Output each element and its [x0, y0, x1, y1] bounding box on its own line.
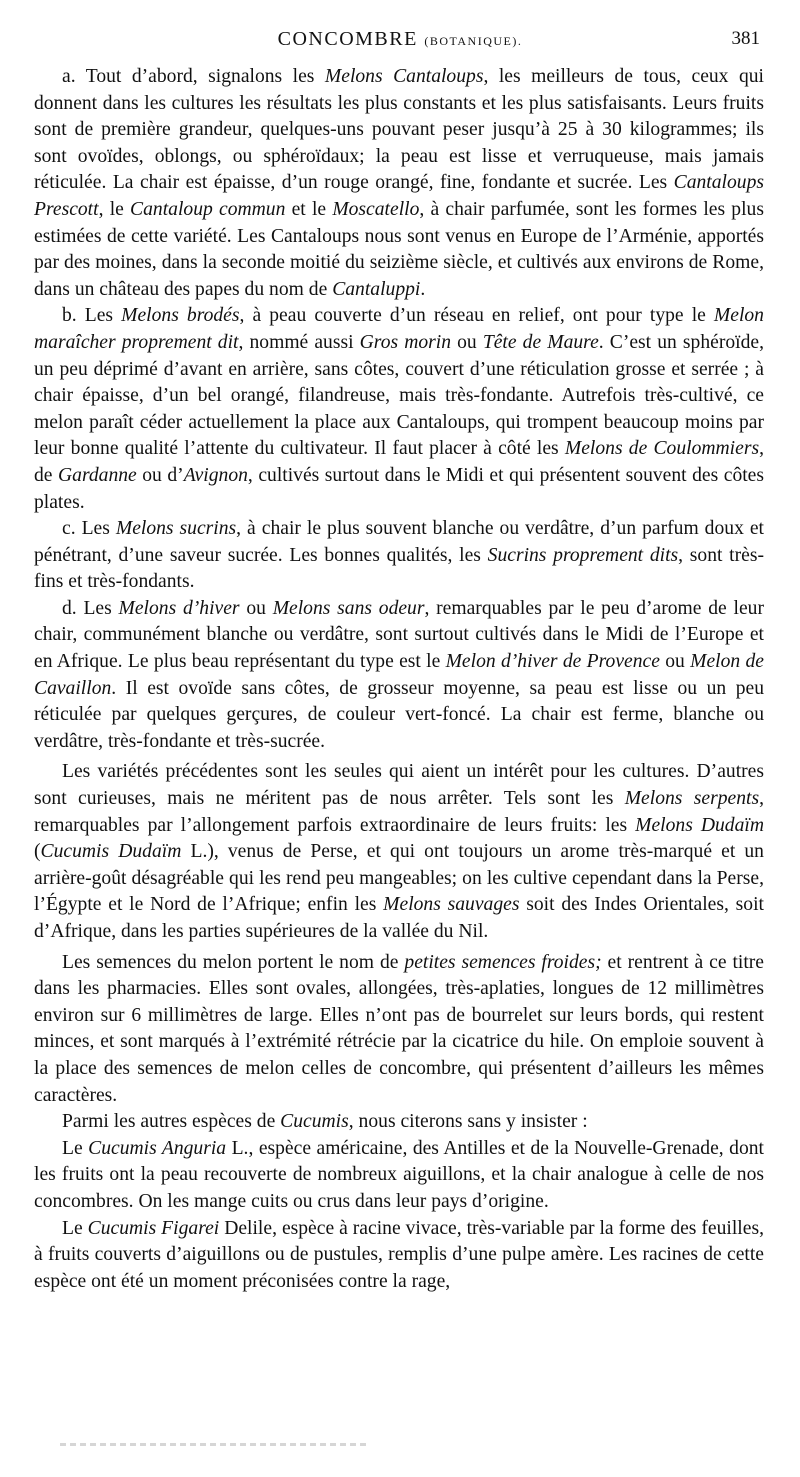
italic-term: Melons Dudaïm — [635, 814, 764, 836]
text-run: ou — [659, 651, 691, 673]
text-run: , à peau couverte d’un réseau en relief, ont pour type le — [239, 305, 714, 327]
text-run: Le — [62, 1217, 88, 1239]
paragraph — [34, 1216, 764, 1296]
text-run: . C’est un sphéroïde, un peu déprimé d’avant en arrière, sans côtes, couvert d’une réticulation grosse et serrée ; à chair épaisse, d’un bel orangé, filandreuse, mais très-fondante. Autrefois très-cultivé, ce melon paraît céder actuellement la place aux Cantaloups, qui trompent beaucoup moins par leur bonne qualité l’attente du cultivateur. Il faut placer à côté les — [34, 331, 764, 460]
text-run: , à chair parfumée, sont les formes les plus estimées de cette variété. Les Cantaloups nous sont venus en Europe de l’Arménie, apportés par des moines, dans la seconde moitié du seizième siècle, et cultivés aux environs de Rome, dans un château des papes du nom de — [34, 198, 764, 300]
running-title-main: CONCOMBRE — [277, 28, 418, 50]
italic-term: Cucumis Anguria — [88, 1137, 227, 1159]
italic-term: Melons sauvages — [383, 894, 520, 916]
italic-term: Avignon — [183, 464, 248, 486]
text-run: , cultivés surtout dans le Midi et qui présentent souvent des côtes plates. — [34, 464, 765, 513]
italic-term: Sucrins proprement dits — [487, 544, 679, 566]
paragraph — [34, 759, 764, 945]
paragraph — [34, 64, 764, 303]
running-title — [30, 28, 770, 51]
text-run: c. Les — [62, 518, 116, 540]
text-run: . — [420, 278, 426, 300]
text-run: L.), venus de Perse, et qui ont toujours un arome très-marqué et un arrière-goût désagréable qui les rend peu mangeables; on les cultive cependant dans la Perse, l’Égypte et le Nord de l’Afrique; enfin les — [34, 841, 764, 916]
text-run: Delile, espèce à racine vivace, très-variable par la forme des feuilles, à fruits couverts d’aiguillons ou de pustules, remplis d’une pulpe amère. Les racines de cette espèce ont été un moment préconisées contre la rage, — [34, 1217, 764, 1292]
paragraph — [34, 950, 764, 1110]
italic-term: Cantaluppi — [332, 278, 421, 300]
italic-term: Cucumis — [280, 1111, 349, 1133]
running-title-sub: (BOTANIQUE). — [424, 34, 523, 48]
bottom-print-smudge — [60, 1443, 370, 1446]
text-run: , remarquables par l’allongement parfois extraordinaire de leurs fruits: les — [34, 788, 765, 836]
text-run: ou — [239, 597, 273, 619]
italic-term: Melon de Cavaillon — [34, 651, 764, 699]
text-run: , de — [34, 438, 764, 486]
body-text — [34, 64, 764, 1295]
italic-term: petites semences froides; — [404, 951, 602, 973]
text-run: a. Tout d’abord, signalons les — [62, 66, 325, 87]
paragraph — [34, 596, 764, 756]
text-run: Parmi les autres espèces de — [62, 1111, 281, 1133]
italic-term: Melons sucrins — [115, 518, 237, 540]
italic-term: Melon maraîcher proprement dit — [34, 305, 764, 353]
italic-term: Melons d’hiver — [118, 597, 240, 619]
text-run: et rentrent à ce titre dans les pharmacies. Elles sont ovales, allongées, très-aplaties, longues de 12 millimètres environ sur 6 millimètres de large. Elles n’ont pas de bourrelet sur leurs bords, qui restent minces, et sont marqués à l’extrémité rétrécie par la cicatrice du hile. On emploie souvent à la place des semences de melon celles de concombre, qui présentent d’ailleurs les mêmes caractères. — [34, 951, 765, 1106]
text-run: , à chair le plus souvent blanche ou verdâtre, d’un parfum doux et pénétrant, d’une saveur sucrée. Les bonnes qualités, les — [34, 518, 764, 566]
text-run: , les meilleurs de tous, ceux qui donnent dans les cultures les résultats les plus constants et les plus satisfaisants. Leurs fruits sont de première grandeur, quelques-uns pouvant peser jusqu’à 25 à 30 kilogrammes; ils sont ovoïdes, oblongs, ou sphéroïdaux; la peau est lisse et verruqueuse, mais jamais réticulée. La chair est épaisse, d’un rouge orangé, fine, fondante et sucrée. Les — [34, 66, 764, 194]
text-run: ou d’ — [136, 464, 184, 486]
text-run: Les variétés précédentes sont les seules qui aient un intérêt pour les cultures. D’autres sont curieuses, mais ne méritent pas de nous arrêter. Tels sont les — [34, 761, 764, 810]
paragraph — [34, 303, 764, 516]
paragraph — [34, 1109, 764, 1136]
text-run: Le — [62, 1137, 89, 1159]
text-run: , le — [98, 198, 131, 220]
text-run: b. Les — [62, 305, 122, 327]
italic-term: Melons brodés — [121, 305, 240, 327]
italic-term: Cantaloup commun — [130, 198, 286, 220]
text-run: , nous citerons sans y insister : — [348, 1111, 588, 1133]
text-run: ou — [451, 331, 483, 353]
text-run: , nommé aussi — [238, 331, 360, 353]
italic-term: Gardanne — [58, 464, 137, 486]
text-run: et le — [285, 198, 333, 220]
paragraph — [34, 1136, 764, 1216]
italic-term: Cucumis Figarei — [87, 1217, 220, 1239]
italic-term: Melon d’hiver de Provence — [445, 651, 660, 673]
text-run: Les semences du melon portent le nom de — [62, 951, 405, 973]
italic-term: Gros morin — [359, 331, 452, 353]
italic-term: Melons serpents — [624, 788, 760, 810]
italic-term: Cucumis Dudaïm — [40, 841, 182, 863]
running-header — [30, 28, 770, 58]
italic-term: Moscatello — [332, 198, 420, 220]
italic-term: Tête de Maure — [482, 331, 599, 353]
text-run: . Il est ovoïde sans côtes, de grosseur moyenne, sa peau est lisse ou un peu réticulée par quelques gerçures, de couleur vert-foncé. La chair est ferme, blanche ou verdâtre, très-fondante et très-sucrée. — [34, 677, 764, 752]
italic-term: Cantaloups Prescott — [34, 172, 764, 220]
text-run: soit des Indes Orientales, soit d’Afrique, dans les parties supérieures de la vallée du Nil. — [34, 894, 764, 942]
italic-term: Melons de Coulommiers — [564, 438, 760, 460]
text-run: , remarquables par le peu d’arome de leur chair, communément blanche ou verdâtre, sont surtout cultivés dans le Midi de l’Europe et en Afrique. Le plus beau représentant du type est le — [34, 597, 764, 673]
text-run: ( — [34, 841, 41, 863]
text-run: L., espèce américaine, des Antilles et de la Nouvelle-Grenade, dont les fruits ont la peau recouverte de nombreux aiguillons, et la chair analogue à celle de nos concombres. On les mange cuits ou crus dans leur pays d’origine. — [34, 1137, 764, 1212]
paragraph — [34, 516, 764, 596]
text-run: , sont très-fins et très-fondants. — [34, 544, 764, 593]
italic-term: Melons Cantaloups — [324, 66, 484, 87]
text-run: d. Les — [62, 597, 119, 619]
page-number: 381 — [731, 28, 760, 49]
italic-term: Melons sans odeur — [272, 597, 425, 619]
